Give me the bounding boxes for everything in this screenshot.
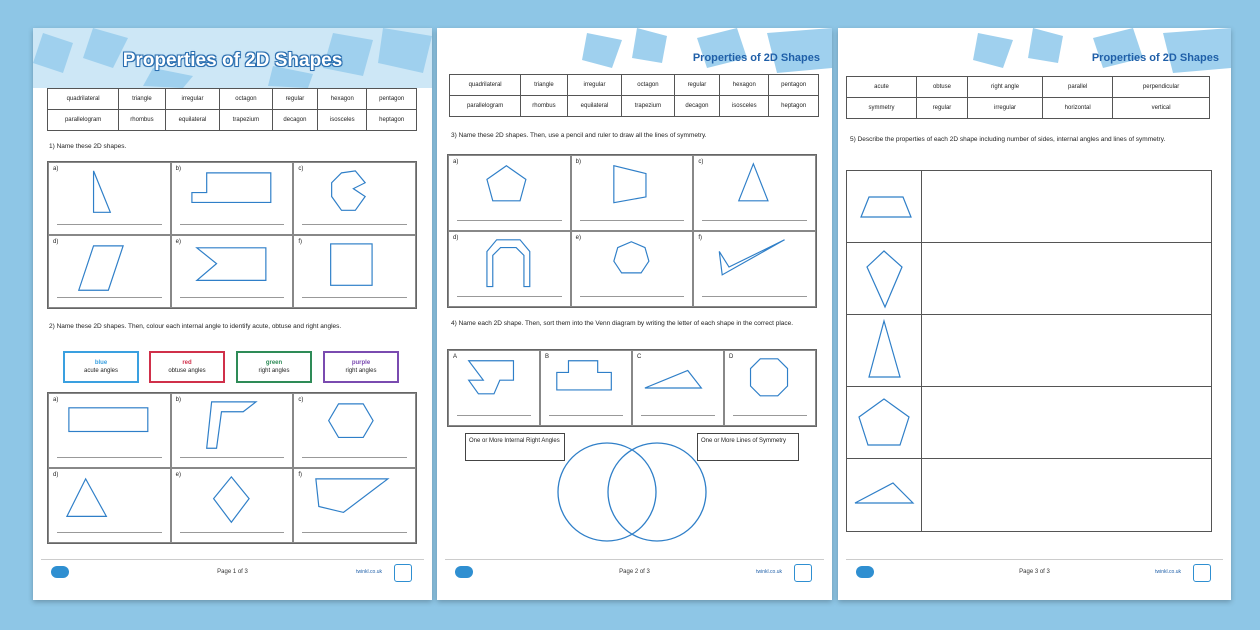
vocab-word: triangle [521,75,567,96]
shape-cell: f) [293,468,416,543]
question-2: 2) Name these 2D shapes. Then, colour each internal angle to identify acute, obtuse and right angles. [49,323,342,330]
vocabulary-table [47,88,417,131]
vocab-word: parallelogram [48,110,119,131]
trapezium-shape [572,156,693,230]
vocab-word: decagon [674,96,720,117]
vocab-word: quadrilateral [450,75,521,96]
shape-cell: f) [293,235,416,308]
shape-cell: d) [48,468,171,543]
shape-cell: f) [693,231,816,307]
worksheet-page-2 [437,28,832,600]
answer-line[interactable] [733,415,807,416]
key-red: red obtuse angles [149,351,225,383]
answer-line[interactable] [57,457,162,458]
vocab-word: triangle [119,89,165,110]
question-4-grid [447,349,817,427]
trapezium-shape [847,171,922,242]
answer-line[interactable] [702,296,807,297]
shape-cell: b) [171,393,294,468]
answer-line[interactable] [457,220,562,221]
page-title: Properties of 2D Shapes [1091,52,1219,64]
vocab-word: octagon [622,75,674,96]
vocab-word: irregular [967,98,1042,119]
page-footer [41,559,424,586]
vocab-word: regular [916,98,967,119]
page-title: Properties of 2D Shapes [122,50,343,71]
vocab-word: pentagon [769,75,819,96]
vocab-word: vertical [1113,98,1210,119]
vocab-word: trapezium [220,110,272,131]
venn-label-right-angles: One or More Internal Right Angles [465,433,565,461]
page-footer [846,559,1223,586]
worksheet-page-1 [33,28,432,600]
shape-cell: C [632,350,724,426]
shape-cell: c) [293,162,416,235]
vocab-word: trapezium [622,96,674,117]
answer-line[interactable] [457,296,562,297]
shape-cell: B [540,350,632,426]
vocab-word: right angle [967,77,1042,98]
answer-line[interactable] [180,224,285,225]
vocab-word: parallelogram [450,96,521,117]
properties-row [847,387,1211,459]
answer-line[interactable] [641,415,715,416]
quality-badge-icon [1193,564,1211,582]
vocab-word: perpendicular [1113,77,1210,98]
shape-cell: e) [171,468,294,543]
vocabulary-table [846,76,1210,119]
shape-cell: c) [693,155,816,231]
properties-row [847,459,1211,530]
shape-cell: e) [571,231,694,307]
worksheet-page-3 [838,28,1231,600]
shape-cell: a) [48,393,171,468]
vocab-word: irregular [165,89,220,110]
shape-cell: D [724,350,816,426]
page-title: Properties of 2D Shapes [692,52,820,64]
vocab-word: symmetry [847,98,917,119]
answer-line[interactable] [57,297,162,298]
shape-cell: b) [171,162,294,235]
question-3-grid [447,154,817,308]
scalene-triangle-shape [633,351,723,425]
vocab-word: isosceles [318,110,367,131]
vocab-word: rhombus [521,96,567,117]
stepped-shape [541,351,631,425]
shape-cell: b) [571,155,694,231]
vocab-word: heptagon [367,110,417,131]
shape-cell: d) [48,235,171,308]
answer-line[interactable] [180,532,285,533]
page-number: Page 3 of 3 [1019,569,1050,575]
quality-badge-icon [394,564,412,582]
answer-line[interactable] [549,415,623,416]
answer-line[interactable] [580,220,685,221]
vocab-word: rhombus [119,110,165,131]
vocab-word: isosceles [720,96,769,117]
vocab-word: horizontal [1043,98,1113,119]
footer-brand: twinkl.co.uk [356,569,382,575]
vocab-word: equilateral [567,96,622,117]
vocab-word: equilateral [165,110,220,131]
footer-brand: twinkl.co.uk [1155,569,1181,575]
vocab-word: parallel [1043,77,1113,98]
vocab-word: obtuse [916,77,967,98]
question-1-grid [47,161,417,309]
pentagon-shape [449,156,570,230]
properties-row [847,315,1211,387]
arch-shape [449,232,570,306]
venn-diagram[interactable] [552,440,712,544]
answer-line[interactable] [302,224,407,225]
question-3: 3) Name these 2D shapes. Then, use a pencil and ruler to draw all the lines of symmetry. [451,132,707,139]
page-number: Page 2 of 3 [619,569,650,575]
obtuse-triangle-shape [847,459,922,530]
vocab-word: heptagon [769,96,819,117]
isosceles-triangle-shape [847,315,922,386]
heptagon-shape [572,232,693,306]
properties-table [846,170,1212,532]
question-4: 4) Name each 2D shape. Then, sort them into the Venn diagram by writing the letter of each shape in the correct place. [451,320,794,327]
answer-line[interactable] [180,457,285,458]
answer-line[interactable] [57,224,162,225]
venn-label-symmetry: One or More Lines of Symmetry [697,433,799,461]
answer-line[interactable] [180,297,285,298]
properties-row [847,171,1211,243]
vocab-word: regular [272,89,318,110]
answer-line[interactable] [457,415,531,416]
key-green: green right angles [236,351,312,383]
properties-row [847,243,1211,315]
vocab-word: regular [674,75,720,96]
question-2-grid [47,392,417,544]
shape-cell: a) [448,155,571,231]
question-5: 5) Describe the properties of each 2D shape including number of sides, internal angles and lines of symmetry. [850,136,1166,143]
page-number: Page 1 of 3 [217,569,248,575]
l-polygon-shape [449,351,539,425]
shape-cell: c) [293,393,416,468]
vocab-word: irregular [567,75,622,96]
footer-brand: twinkl.co.uk [756,569,782,575]
vocabulary-table [449,74,819,117]
quality-badge-icon [794,564,812,582]
answer-line[interactable] [57,532,162,533]
isosceles-triangle-shape [694,156,815,230]
shape-cell: A [448,350,540,426]
shape-cell: a) [48,162,171,235]
vocab-word: decagon [272,110,318,131]
answer-line[interactable] [302,532,407,533]
shape-cell: e) [171,235,294,308]
vocab-word: acute [847,77,917,98]
answer-line[interactable] [302,297,407,298]
vocab-word: octagon [220,89,272,110]
vocab-word: hexagon [318,89,367,110]
irregular-quadrilateral-shape [694,232,815,306]
answer-line[interactable] [302,457,407,458]
vocab-word: quadrilateral [48,89,119,110]
key-purple: purple right angles [323,351,399,383]
vocab-word: hexagon [720,75,769,96]
answer-line[interactable] [702,220,807,221]
kite-shape [847,243,922,314]
question-1: 1) Name these 2D shapes. [49,143,127,150]
column-divider [921,171,922,531]
pentagon-shape [847,387,922,458]
key-blue: blue acute angles [63,351,139,383]
page-footer [445,559,824,586]
vocab-word: pentagon [367,89,417,110]
answer-line[interactable] [580,296,685,297]
shape-cell: d) [448,231,571,307]
octagon-shape [725,351,815,425]
